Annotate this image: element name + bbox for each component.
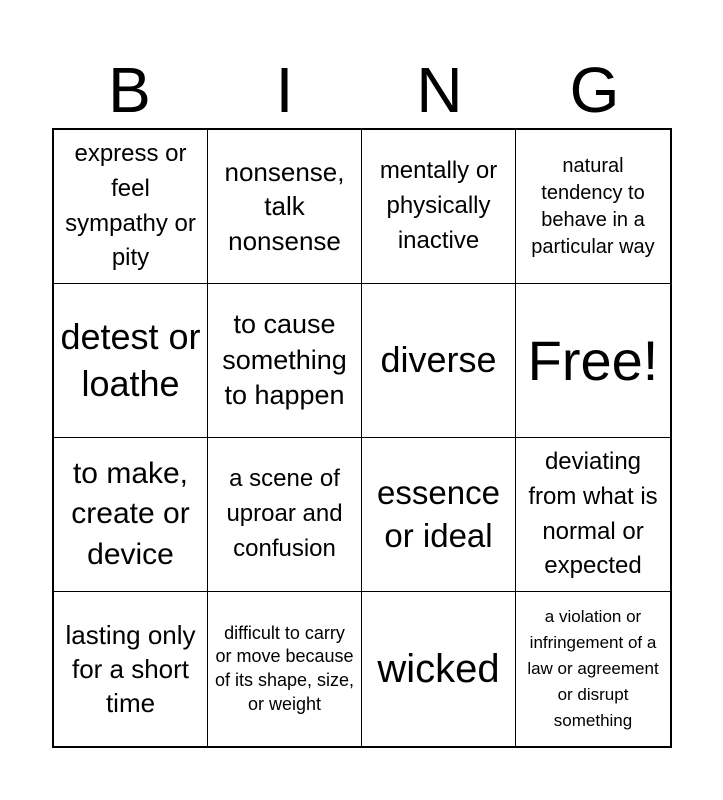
bingo-cell-r1c3[interactable]: mentally or physically inactive: [362, 130, 516, 284]
bingo-grid: [52, 128, 672, 748]
header-letter-n: N: [416, 54, 463, 126]
header-letter-b: B: [108, 54, 151, 126]
bingo-cell-r4c2[interactable]: difficult to carry or move because of its shape, size, or weight: [208, 592, 362, 746]
bingo-cell-r3c3[interactable]: essence or ideal: [362, 438, 516, 592]
header-letter-i: I: [275, 54, 294, 126]
bingo-cell-r1c2[interactable]: nonsense, talk nonsense: [208, 130, 362, 284]
bingo-cell-r2c1[interactable]: detest or loathe: [54, 284, 208, 438]
bingo-header: [52, 52, 672, 128]
bingo-cell-r3c4[interactable]: deviating from what is normal or expected: [516, 438, 670, 592]
bingo-cell-r4c1[interactable]: lasting only for a short time: [54, 592, 208, 746]
bingo-cell-r1c1[interactable]: express or feel sympathy or pity: [54, 130, 208, 284]
bingo-cell-r1c4[interactable]: natural tendency to behave in a particular way: [516, 130, 670, 284]
bingo-cell-r2c2[interactable]: to cause something to happen: [208, 284, 362, 438]
bingo-cell-r4c4[interactable]: a violation or infringement of a law or agreement or disrupt something: [527, 607, 659, 730]
bingo-cell-r2c3[interactable]: diverse: [362, 284, 516, 438]
header-letter-g: G: [569, 54, 620, 126]
bingo-cell-r3c1[interactable]: to make, create or device: [54, 438, 208, 592]
bingo-cell-r4c3[interactable]: wicked: [362, 592, 516, 746]
bingo-cell-free[interactable]: Free!: [516, 284, 670, 438]
bingo-cell-r3c2[interactable]: a scene of uproar and confusion: [208, 438, 362, 592]
